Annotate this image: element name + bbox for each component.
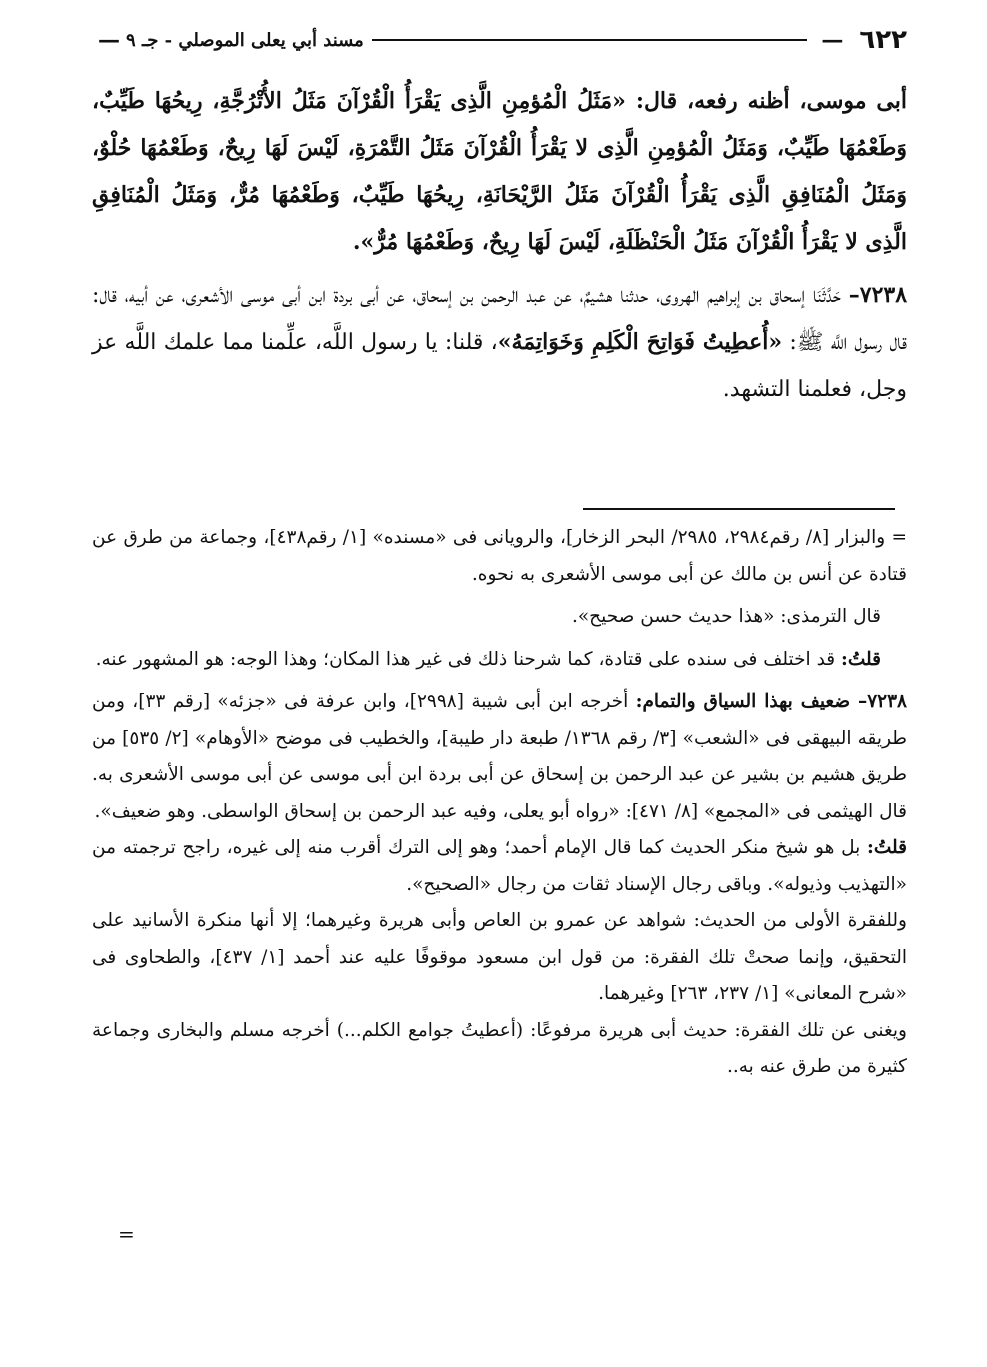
footnotes <box>92 520 907 1086</box>
footnote-7238-text: أخرجه ابن أبى شيبة [٢٩٩٨]، وابن عرفة فى «جزئه» [رقم ٣٣]، ومن طريقه البيهقى فى «الشعب» [٣/ رقم ١٣٦٨/ طبعة دار طيبة]، والخطيب فى موضح «الأوهام» [٢/ ٥٣٥] من طريق هشيم بن بشير عن عبد الرحمن بن إسحاق عن أبى بردة ابن أبى موسى عن أبى موسى الأشعرى به. قال الهيثمى فى «المجمع» [٨/ ٤٧١]: «رواه أبو يعلى، وفيه عبد الرحمن بن إسحاق الواسطى. وهو ضعيف». <box>92 691 907 822</box>
footnote-qultu-1 <box>92 642 907 679</box>
footnote-tirmidhi: قال الترمذى: «هذا حديث حسن صحيح». <box>571 606 881 627</box>
footnote-continued: = والبزار [٨/ رقم٢٩٨٤، ٢٩٨٥/ البحر الزخار]، والرويانى فى «مسنده» [١/ رقم٤٣٨]، وجماعة من طرق عن قتادة عن أنس بن مالك عن أبى موسى الأشعرى به نحوه. <box>92 527 907 585</box>
footnote-qultu-2 <box>92 830 907 903</box>
footnote-bukhari-muslim: ويغنى عن تلك الفقرة: حديث أبى هريرة مرفوعًا: (أعطيتُ جوامع الكلم...) أخرجه مسلم والبخارى وجماعة كثيرة من طرق عنه به.. <box>92 1019 907 1077</box>
running-title: مسند أبي يعلى الموصلي - جـ ٩ <box>126 29 364 51</box>
qultu-text: قد اختلف فى سنده على قتادة، كما شرحنا ذلك فى غير هذا المكان؛ وهذا الوجه: هو المشهور عنه. <box>95 648 836 670</box>
main-text <box>92 78 907 413</box>
hadith-number: ٧٢٣٨– <box>848 282 908 308</box>
footnote-7238-grade: ٧٢٣٨– ضعيف بهذا السياق والتمام: <box>635 691 907 712</box>
hadith-continuation: أبى موسى، أظنه رفعه، قال: «مَثَلُ الْمُؤمِنِ الَّذِى يَقْرَأُ الْقُرْآنَ مَثَلُ الأُتْرُجَّةِ، رِيحُهَا طَيِّبٌ، وَطَعْمُهَا طَيِّبٌ، وَمَثَلُ الْمُؤمِنِ الَّذِى لا يَقْرَأُ الْقُرْآنَ مَثَلُ التَّمْرَةِ، لَيْسَ لَهَا رِيحٌ، وَطَعْمُهَا حُلْوٌ، وَمَثَلُ الْمُنَافِقِ الَّذِى يَقْرَأُ الْقُرْآنَ مَثَلُ الرَّيْحَانَةِ، رِيحُهَا طَيِّبٌ، وَطَعْمُهَا مُرٌّ، وَمَثَلُ الْمُنَافِقِ الَّذِى لا يَقْرَأُ الْقُرْآنَ مَثَلُ الْحَنْظَلَةِ، لَيْسَ لَهَا رِيحٌ، وَطَعْمُهَا مُرٌّ». <box>92 88 907 255</box>
footnote-separator <box>583 508 895 510</box>
header-rule <box>372 39 808 41</box>
footnote-shawahid: وللفقرة الأولى من الحديث: شواهد عن عمرو بن العاص وأبى هريرة وغيرهما؛ إلا أنها منكرة الأسانيد على التحقيق، وإنما صحتْ تلك الفقرة: من قول ابن مسعود موقوفًا عليه عند أحمد [١/ ٤٣٧]، والطحاوى فى «شرح المعانى» [١/ ٢٣٧، ٢٦٣] وغيرهما. <box>92 910 908 1004</box>
header-dash: — <box>821 27 844 53</box>
continuation-mark: = <box>118 1222 135 1246</box>
header-dash-end: — <box>98 27 120 53</box>
qultu-label: قلتُ: <box>841 648 881 670</box>
hadith-isnad: حَدَّثَنَا إسحاق بن إبراهيم الهروى، حدثنا هشيمٌ، عن عبد الرحمن بن إسحاق، عن أبى بردة ابن أبى موسى الأشعرى، عن أبيه، قال: قال رسول اللَّه ﷺ: <box>92 283 907 355</box>
hadith-quote: «أُعطِيتُ فَوَاتِحَ الْكَلِمِ وَخَوَاتِمَهُ» <box>497 329 783 355</box>
hadith-7238 <box>92 272 907 413</box>
qultu-label-2: قلتُ: <box>867 837 907 858</box>
page-number: ٦٢٢ <box>859 25 907 55</box>
hadith-ending: ، قلنا: يا رسول اللَّه، علِّمنا مما علمك اللَّه عز وجل، فعلمنا التشهد. <box>92 330 907 402</box>
qultu-text-2: بل هو شيخ منكر الحديث كما قال الإمام أحمد؛ وهو إلى الترك أقرب منه إلى غيره، راجح ترجمته من «التهذيب وذيوله». وباقى رجال الإسناد ثقات من رجال «الصحيح». <box>92 837 907 895</box>
footnote-7238 <box>92 684 907 830</box>
page-header <box>92 22 907 58</box>
